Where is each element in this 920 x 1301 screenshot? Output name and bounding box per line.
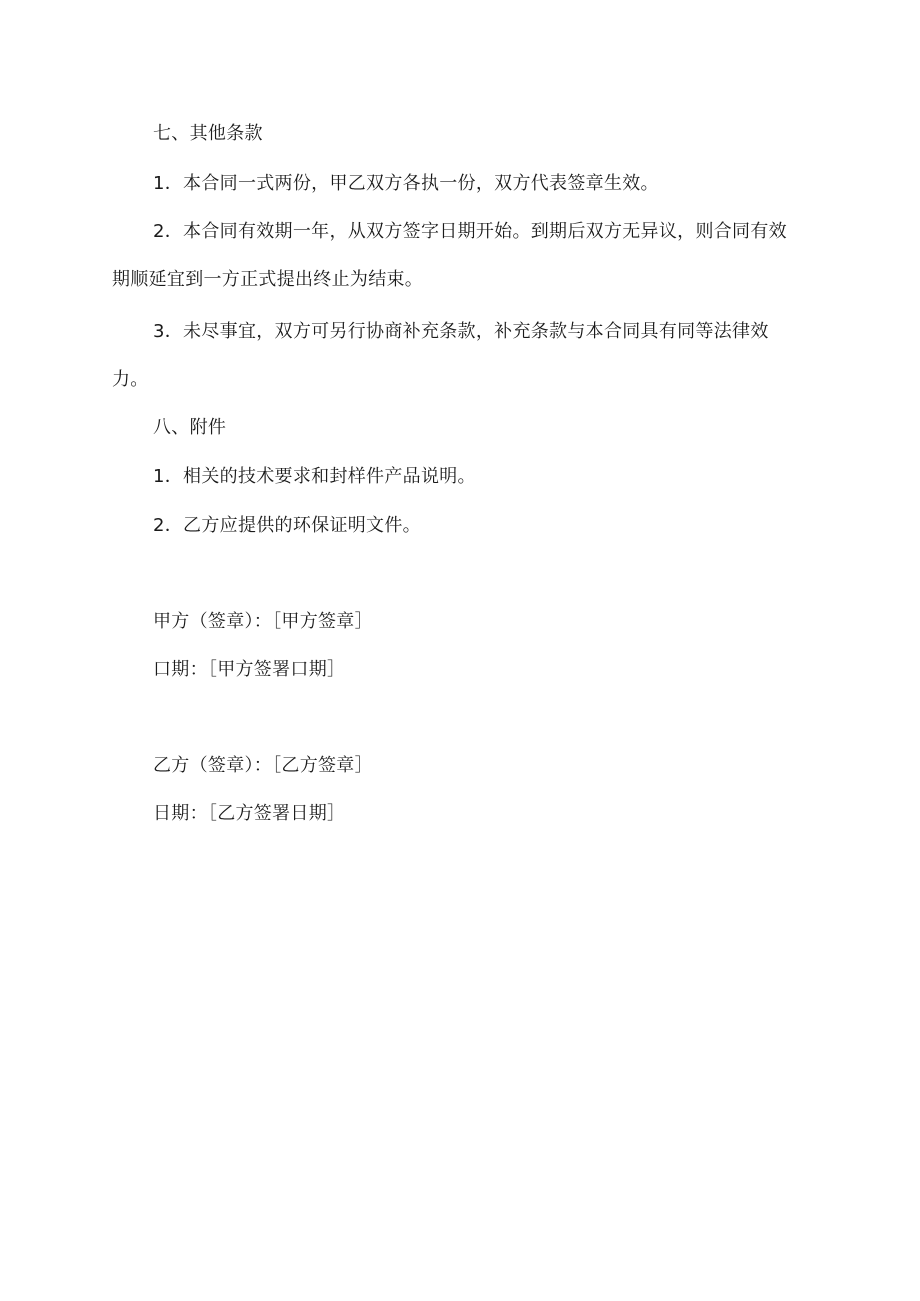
- clause-2-line-1: 2．本合同有效期一年，从双方签字日期开始。到期后双方无异议，则合同有效: [153, 221, 787, 242]
- clause-2-line-2: 期顺延宜到一方正式提出终止为结束。: [112, 269, 424, 290]
- clause-1: 1．本合同一式两份，甲乙双方各执一份，双方代表签章生效。: [153, 173, 659, 194]
- party-b-date-line: 日期：［乙方签署日期］: [153, 803, 346, 824]
- attachment-item-2: 2．乙方应提供的环保证明文件。: [153, 515, 421, 536]
- clause-3-line-2: 力。: [112, 369, 149, 390]
- party-a-date-line: 口期：［甲方签署口期］: [153, 659, 346, 680]
- party-a-signature-line: 甲方（签章）：［甲方签章］: [153, 611, 373, 632]
- section-8-heading: 八、附件: [153, 417, 227, 438]
- party-b-signature-line: 乙方（签章）：［乙方签章］: [153, 755, 373, 776]
- attachment-item-1: 1．相关的技术要求和封样件产品说明。: [153, 466, 476, 487]
- section-7-heading: 七、其他条款: [153, 123, 263, 144]
- clause-3-line-1: 3．未尽事宜，双方可另行协商补充条款，补充条款与本合同具有同等法律效: [153, 321, 769, 342]
